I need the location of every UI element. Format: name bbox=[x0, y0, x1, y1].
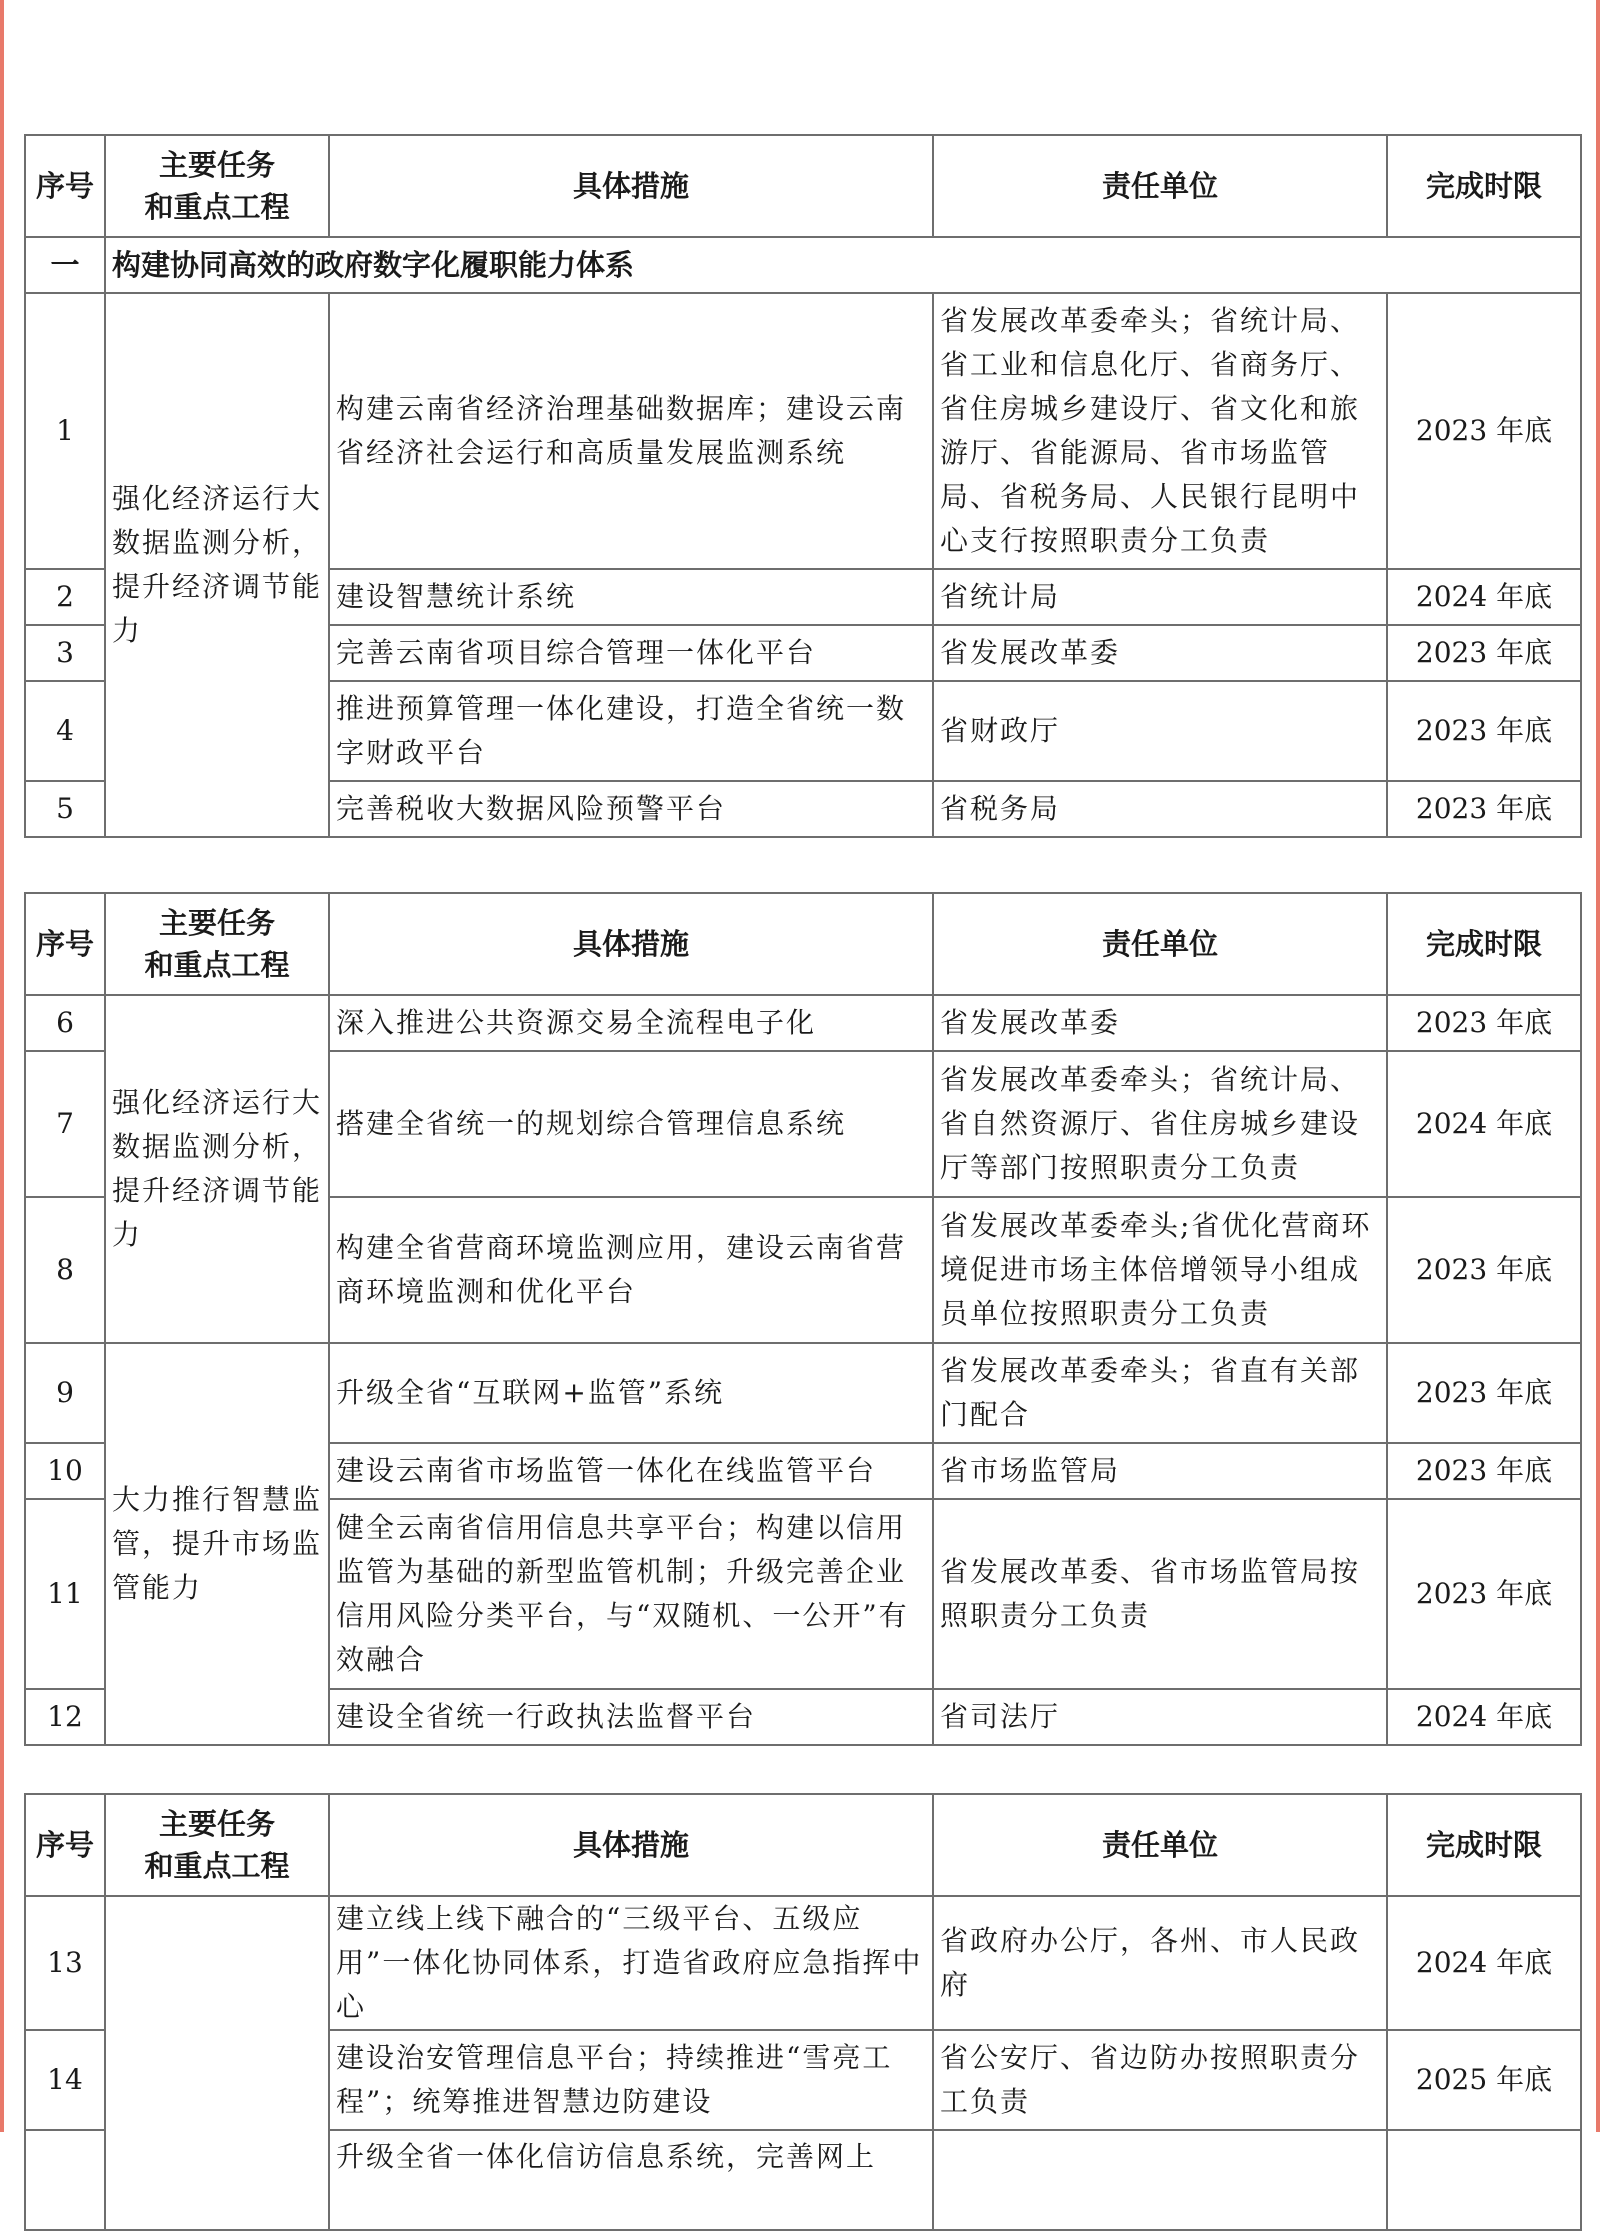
row-deadline: 2023 年底 bbox=[1387, 1343, 1581, 1443]
task-group-cell: 大力推行智慧监管，提升市场监管能力 bbox=[105, 1343, 329, 1745]
row-index: 11 bbox=[25, 1499, 105, 1689]
task-table-2 bbox=[24, 892, 1582, 1746]
row-deadline: 2023 年底 bbox=[1387, 995, 1581, 1051]
header-index: 序号 bbox=[25, 135, 105, 237]
row-index: 12 bbox=[25, 1689, 105, 1745]
header-deadline: 完成时限 bbox=[1387, 893, 1581, 995]
row-measure: 升级全省“互联网+监管”系统 bbox=[329, 1343, 933, 1443]
row-measure: 构建云南省经济治理基础数据库；建设云南省经济社会运行和高质量发展监测系统 bbox=[329, 293, 933, 569]
row-unit: 省市场监管局 bbox=[933, 1443, 1387, 1499]
table-row bbox=[25, 1896, 1581, 2030]
header-unit: 责任单位 bbox=[933, 1794, 1387, 1896]
row-deadline: 2024 年底 bbox=[1387, 1051, 1581, 1197]
row-index: 5 bbox=[25, 781, 105, 837]
row-measure: 完善税收大数据风险预警平台 bbox=[329, 781, 933, 837]
row-deadline: 2023 年底 bbox=[1387, 781, 1581, 837]
task-group-cell: 强化经济运行大数据监测分析，提升经济调节能力 bbox=[105, 995, 329, 1343]
row-deadline: 2023 年底 bbox=[1387, 1499, 1581, 1689]
section-index: 一 bbox=[25, 237, 105, 293]
row-deadline: 2024 年底 bbox=[1387, 1689, 1581, 1745]
row-deadline: 2025 年底 bbox=[1387, 2030, 1581, 2130]
row-index: 14 bbox=[25, 2030, 105, 2130]
row-index: 13 bbox=[25, 1896, 105, 2030]
row-unit: 省发展改革委牵头；省统计局、省工业和信息化厅、省商务厅、省住房城乡建设厅、省文化和旅游厅、省能源局、省市场监管局、省税务局、人民银行昆明中心支行按照职责分工负责 bbox=[933, 293, 1387, 569]
header-task: 主要任务 和重点工程 bbox=[105, 135, 329, 237]
table-header-row bbox=[25, 1794, 1581, 1896]
header-deadline: 完成时限 bbox=[1387, 135, 1581, 237]
row-unit bbox=[933, 2130, 1387, 2230]
row-measure: 建设智慧统计系统 bbox=[329, 569, 933, 625]
row-index: 4 bbox=[25, 681, 105, 781]
row-deadline: 2023 年底 bbox=[1387, 625, 1581, 681]
row-index: 2 bbox=[25, 569, 105, 625]
row-deadline bbox=[1387, 2130, 1581, 2230]
row-deadline: 2024 年底 bbox=[1387, 1896, 1581, 2030]
task-group-cell bbox=[105, 1896, 329, 2230]
row-measure: 推进预算管理一体化建设，打造全省统一数字财政平台 bbox=[329, 681, 933, 781]
row-unit: 省发展改革委、省市场监管局按照职责分工负责 bbox=[933, 1499, 1387, 1689]
task-group-cell: 强化经济运行大数据监测分析，提升经济调节能力 bbox=[105, 293, 329, 837]
task-table-3 bbox=[24, 1793, 1582, 2231]
row-index: 7 bbox=[25, 1051, 105, 1197]
row-measure: 建设全省统一行政执法监督平台 bbox=[329, 1689, 933, 1745]
row-measure: 升级全省一体化信访信息系统，完善网上 bbox=[329, 2130, 933, 2230]
header-measure: 具体措施 bbox=[329, 893, 933, 995]
header-index: 序号 bbox=[25, 893, 105, 995]
task-table-1 bbox=[24, 134, 1582, 838]
row-index: 10 bbox=[25, 1443, 105, 1499]
row-index: 6 bbox=[25, 995, 105, 1051]
row-measure: 构建全省营商环境监测应用，建设云南省营商环境监测和优化平台 bbox=[329, 1197, 933, 1343]
row-unit: 省财政厅 bbox=[933, 681, 1387, 781]
row-measure: 建设治安管理信息平台；持续推进“雪亮工程”；统筹推进智慧边防建设 bbox=[329, 2030, 933, 2130]
row-unit: 省发展改革委牵头；省直有关部门配合 bbox=[933, 1343, 1387, 1443]
row-deadline: 2023 年底 bbox=[1387, 1443, 1581, 1499]
header-index: 序号 bbox=[25, 1794, 105, 1896]
row-unit: 省发展改革委牵头;省优化营商环境促进市场主体倍增领导小组成员单位按照职责分工负责 bbox=[933, 1197, 1387, 1343]
table-header-row bbox=[25, 135, 1581, 237]
section-row bbox=[25, 237, 1581, 293]
header-unit: 责任单位 bbox=[933, 893, 1387, 995]
table-row bbox=[25, 1343, 1581, 1443]
header-task: 主要任务 和重点工程 bbox=[105, 893, 329, 995]
row-measure: 建立线上线下融合的“三级平台、五级应用”一体化协同体系，打造省政府应急指挥中心 bbox=[329, 1896, 933, 2030]
row-deadline: 2024 年底 bbox=[1387, 569, 1581, 625]
header-unit: 责任单位 bbox=[933, 135, 1387, 237]
row-unit: 省统计局 bbox=[933, 569, 1387, 625]
header-task: 主要任务 和重点工程 bbox=[105, 1794, 329, 1896]
row-index: 9 bbox=[25, 1343, 105, 1443]
row-unit: 省司法厅 bbox=[933, 1689, 1387, 1745]
row-index bbox=[25, 2130, 105, 2230]
row-measure: 深入推进公共资源交易全流程电子化 bbox=[329, 995, 933, 1051]
header-measure: 具体措施 bbox=[329, 1794, 933, 1896]
row-unit: 省发展改革委牵头；省统计局、省自然资源厅、省住房城乡建设厅等部门按照职责分工负责 bbox=[933, 1051, 1387, 1197]
row-unit: 省发展改革委 bbox=[933, 625, 1387, 681]
row-measure: 健全云南省信用信息共享平台；构建以信用监管为基础的新型监管机制；升级完善企业信用风险分类平台，与“双随机、一公开”有效融合 bbox=[329, 1499, 933, 1689]
row-unit: 省税务局 bbox=[933, 781, 1387, 837]
page-left-border bbox=[0, 0, 4, 2132]
row-unit: 省政府办公厅，各州、市人民政府 bbox=[933, 1896, 1387, 2030]
page-right-border bbox=[1596, 0, 1600, 2132]
row-index: 1 bbox=[25, 293, 105, 569]
table-row bbox=[25, 995, 1581, 1051]
section-title: 构建协同高效的政府数字化履职能力体系 bbox=[105, 237, 1581, 293]
row-measure: 完善云南省项目综合管理一体化平台 bbox=[329, 625, 933, 681]
row-measure: 建设云南省市场监管一体化在线监管平台 bbox=[329, 1443, 933, 1499]
row-index: 3 bbox=[25, 625, 105, 681]
header-deadline: 完成时限 bbox=[1387, 1794, 1581, 1896]
row-index: 8 bbox=[25, 1197, 105, 1343]
table-header-row bbox=[25, 893, 1581, 995]
row-measure: 搭建全省统一的规划综合管理信息系统 bbox=[329, 1051, 933, 1197]
row-unit: 省公安厅、省边防办按照职责分工负责 bbox=[933, 2030, 1387, 2130]
row-deadline: 2023 年底 bbox=[1387, 681, 1581, 781]
table-row bbox=[25, 293, 1581, 569]
row-unit: 省发展改革委 bbox=[933, 995, 1387, 1051]
header-measure: 具体措施 bbox=[329, 135, 933, 237]
row-deadline: 2023 年底 bbox=[1387, 293, 1581, 569]
row-deadline: 2023 年底 bbox=[1387, 1197, 1581, 1343]
